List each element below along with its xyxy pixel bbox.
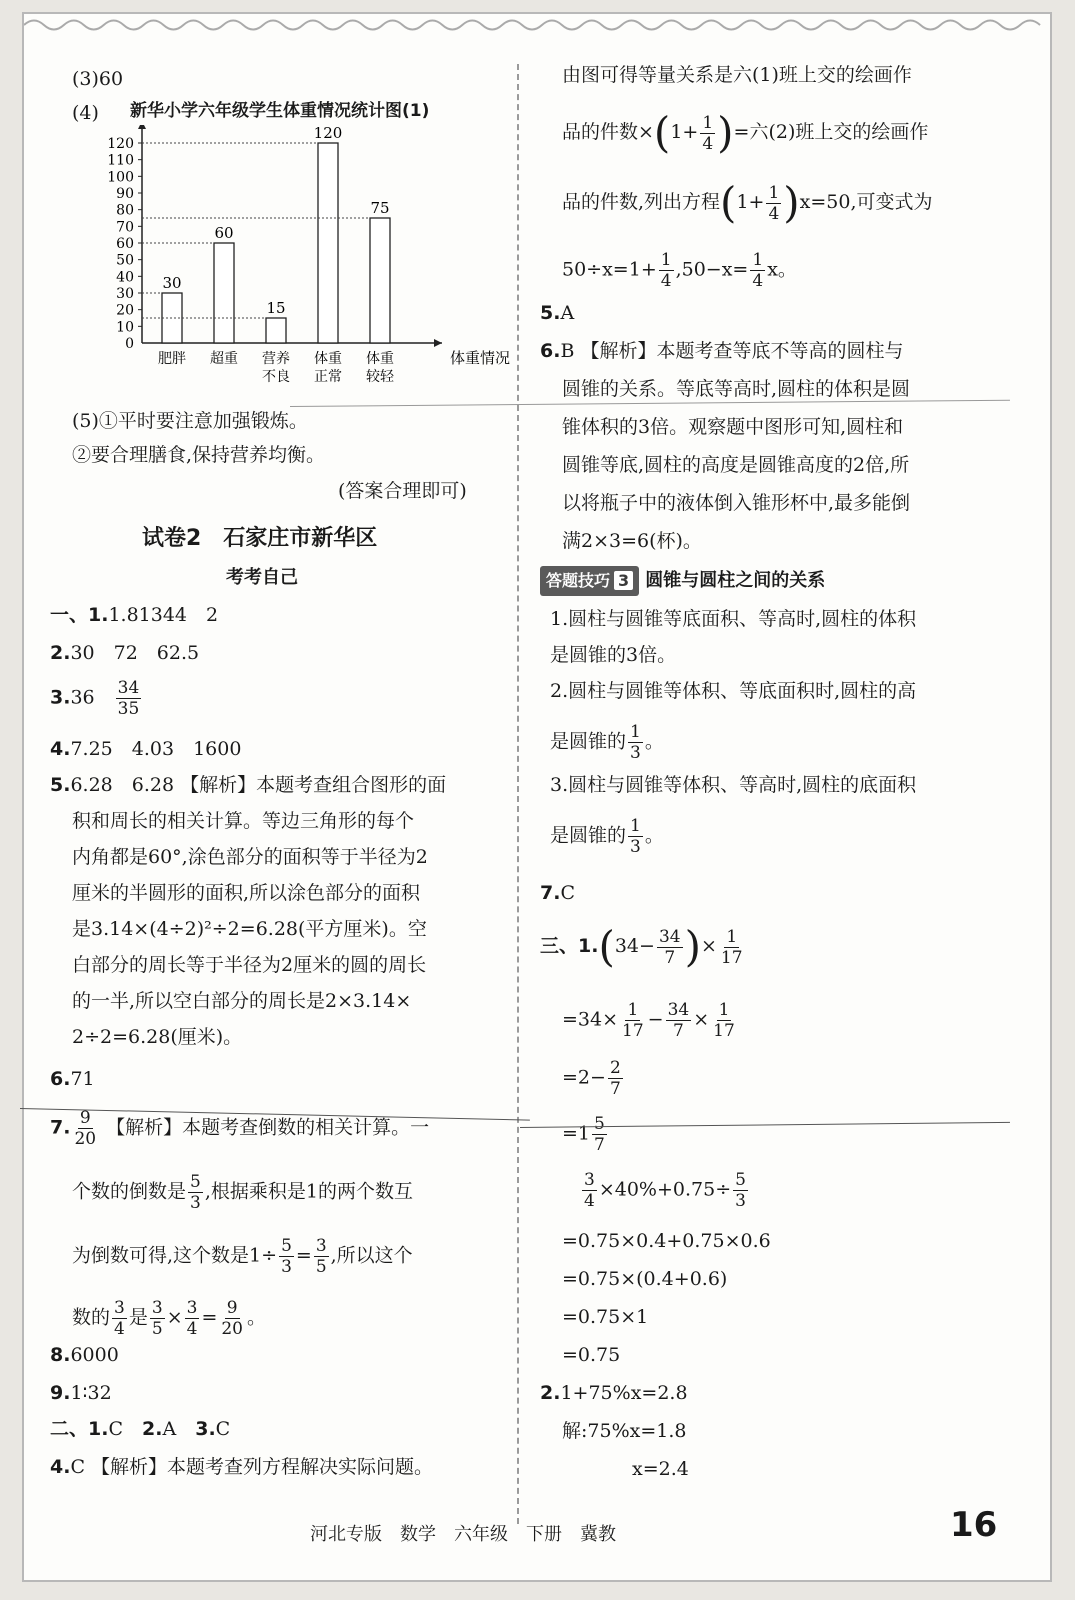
y-tick-label: 120 — [107, 136, 134, 152]
tip2-frac: $\frac{1}{3}$ — [630, 722, 641, 763]
r-q6-line6: 满2×3=6(杯)。 — [562, 530, 702, 552]
page-number: 16 — [950, 1505, 998, 1545]
a2-label: 2. — [50, 642, 71, 664]
tip1-line1: 1.圆柱与圆锥等底面积、等高时,圆柱的体积 — [550, 608, 917, 630]
r-line4b: ,50−x= — [675, 258, 749, 281]
r-q6-line4: 圆锥等底,圆柱的高度是圆锥高度的2倍,所 — [562, 454, 910, 476]
footer-text: 河北专版 数学 六年级 下册 冀教 — [310, 1524, 616, 1545]
a5-line5: 是3.14×(4÷2)²÷2=6.28(平方厘米)。空 — [72, 918, 427, 940]
a5-line1: 6.28 6.28 【解析】本题考查组合图形的面 — [70, 774, 447, 796]
a7-frac-5-3: $\frac{5}{3}$ — [190, 1172, 201, 1213]
a2-answer: 30 72 62.5 — [70, 642, 200, 664]
category-label: 正常 — [314, 369, 342, 385]
a5-line8: 2÷2=6.28(厘米)。 — [72, 1026, 243, 1048]
decorative-wave-border — [24, 14, 1050, 36]
bar-value-label: 30 — [162, 274, 182, 292]
a7-line4e: 。 — [247, 1306, 267, 1329]
a3-fraction: $\frac{34}{35}$ — [117, 678, 140, 719]
a3-answer: 36 — [70, 686, 95, 709]
paren-close: ) — [717, 108, 734, 157]
x-axis-arrow — [434, 339, 442, 347]
a1-label: 一、1. — [50, 604, 109, 626]
b2-label: 2. — [142, 1418, 163, 1440]
r-line4a: 50÷x=1+ — [562, 258, 657, 281]
a1-answer: 1.81344 2 — [108, 604, 219, 626]
r-frac-1-4d: $\frac{1}{4}$ — [752, 250, 764, 291]
y-tick-label: 90 — [116, 186, 134, 202]
a5-line2: 积和周长的相关计算。等边三角形的每个 — [72, 810, 415, 832]
b4-answer: C 【解析】本题考查列方程解决实际问题。 — [70, 1456, 434, 1478]
a5-line3: 内角都是60°,涂色部分的面积等于半径为2 — [72, 846, 428, 868]
y-tick-label: 40 — [116, 269, 134, 286]
c1-frac-1-17: $\frac{1}{17}$ — [720, 926, 743, 968]
tip3-frac: $\frac{1}{3}$ — [630, 816, 641, 857]
a7-frac-3-5: $\frac{3}{5}$ — [315, 1236, 327, 1277]
y-tick-label: 100 — [107, 169, 134, 186]
r-line2c: =六(2)班上交的绘画作 — [733, 121, 929, 143]
category-label: 不良 — [262, 369, 290, 385]
y-tick-label: 0 — [125, 336, 134, 352]
answer-q3: (3)60 — [72, 68, 124, 90]
a9-answer: 1∶32 — [70, 1382, 112, 1404]
answer-note: (答案合理即可) — [338, 480, 467, 502]
a7-line1: 【解析】本题考查倒数的相关计算。一 — [106, 1116, 430, 1139]
r-q7-answer: C — [560, 882, 575, 904]
bar — [214, 243, 234, 343]
bar — [266, 318, 286, 343]
y-axis-arrow — [138, 125, 146, 129]
b4-label: 4. — [50, 1456, 71, 1478]
tip-title: 圆锥与圆柱之间的关系 — [645, 570, 826, 591]
a7-fraction: $\frac{9}{20}$ — [74, 1108, 97, 1149]
r-q5-label: 5. — [540, 302, 561, 324]
b1-answer: C — [108, 1418, 123, 1440]
a4-label: 4. — [50, 738, 71, 760]
answer-q4-label: (4) — [72, 102, 99, 124]
tip2-line2: 是圆锥的 — [550, 730, 627, 753]
section-subtitle: 考考自己 — [226, 567, 298, 588]
b3-label: 3. — [195, 1418, 216, 1440]
category-label: 体重 — [366, 351, 394, 367]
column-divider — [517, 64, 519, 1524]
y-tick-label: 50 — [116, 252, 134, 269]
answer-q5-2: ②要合理膳食,保持营养均衡。 — [72, 444, 326, 466]
a7-line4c: × — [166, 1306, 183, 1329]
c2-step3: =0.75×1 — [562, 1306, 649, 1328]
a6-label: 6. — [50, 1068, 71, 1090]
paren-open: ( — [653, 108, 671, 157]
category-label: 超重 — [210, 351, 238, 367]
a8-answer: 6000 — [70, 1344, 119, 1366]
c1-step1c: × — [693, 1008, 710, 1031]
c2-step2: =0.75×(0.4+0.6) — [562, 1268, 728, 1290]
c1-paren-open: ( — [598, 922, 615, 971]
r-q6-line5: 以将瓶子中的液体倒入锥形杯中,最多能倒 — [562, 492, 911, 514]
tip2-period: 。 — [644, 730, 664, 753]
answer-q5-1: (5)①平时要注意加强锻炼。 — [72, 410, 308, 432]
paren-open-2: ( — [720, 178, 737, 227]
a7-line4b: 是 — [128, 1306, 148, 1329]
c1-frac-34-7: $\frac{34}{7}$ — [658, 926, 681, 968]
r-q6-line2: 圆锥的关系。等底等高时,圆柱的体积是圆 — [562, 378, 911, 400]
chart-title-text: 新华小学六年级学生体重情况统计图(1) — [130, 101, 430, 121]
b-label: 二、1. — [50, 1418, 109, 1440]
r-q6-label: 6. — [540, 340, 561, 362]
a5-line4: 厘米的半圆形的面积,所以涂色部分的面积 — [72, 882, 421, 904]
y-tick-label: 10 — [116, 319, 134, 336]
a5-line7: 的一半,所以空白部分的周长是2×3.14× — [72, 990, 412, 1012]
a7-frac-3-4b: $\frac{3}{4}$ — [186, 1298, 198, 1339]
c1-b: × — [700, 935, 717, 957]
weight-bar-chart — [90, 125, 510, 395]
y-tick-label: 30 — [116, 286, 134, 302]
y-tick-label: 80 — [116, 202, 134, 219]
c1-s1-frac1: $\frac{1}{17}$ — [622, 1000, 644, 1041]
d-step2: x=2.4 — [632, 1458, 689, 1480]
c2-step1: =0.75×0.4+0.75×0.6 — [562, 1230, 771, 1252]
c1-s2-frac: $\frac{2}{7}$ — [609, 1058, 621, 1099]
d-equation: 1+75%x=2.8 — [560, 1382, 688, 1404]
r-frac-1-4c: $\frac{1}{4}$ — [660, 250, 672, 291]
bar-value-label: 60 — [214, 224, 234, 242]
c2-step4: =0.75 — [562, 1344, 621, 1366]
r-line4c: x。 — [767, 258, 797, 281]
bar-value-label: 15 — [266, 299, 286, 317]
tip3-period: 。 — [644, 824, 664, 847]
a8-label: 8. — [50, 1344, 71, 1366]
c1-step2: =2− — [562, 1066, 606, 1089]
tip2-line1: 2.圆柱与圆锥等体积、等底面积时,圆柱的高 — [550, 680, 917, 702]
a7-line3a: 为倒数可得,这个数是1÷ — [72, 1244, 278, 1267]
c1-a: 34− — [614, 935, 655, 957]
category-label: 肥胖 — [158, 351, 186, 367]
b2-answer: A — [162, 1418, 177, 1440]
c1-s1-frac3: $\frac{1}{17}$ — [713, 1000, 735, 1041]
a7-line2b: ,根据乘积是1的两个数互 — [204, 1180, 413, 1203]
y-tick-label: 70 — [116, 219, 134, 236]
a7-line2a: 个数的倒数是 — [72, 1180, 187, 1203]
a7-frac-3-5b: $\frac{3}{5}$ — [151, 1298, 163, 1339]
c1-step1a: =34× — [562, 1008, 619, 1031]
r-line2a: 品的件数× — [562, 121, 654, 143]
tip3-line1: 3.圆柱与圆锥等体积、等高时,圆柱的底面积 — [550, 774, 917, 796]
category-label: 较轻 — [366, 369, 394, 385]
a7-label: 7. — [50, 1116, 71, 1139]
c1-paren-close: ) — [684, 922, 701, 971]
c1-s1-frac2: $\frac{34}{7}$ — [667, 1000, 690, 1041]
r-line3a: 品的件数,列出方程 — [562, 191, 721, 213]
c1-step1b: − — [647, 1008, 664, 1031]
bar — [318, 143, 338, 343]
y-tick-label: 110 — [107, 152, 134, 169]
a3-label: 3. — [50, 686, 71, 709]
bar-value-label: 120 — [313, 125, 343, 142]
c-label: 三、1. — [540, 935, 599, 957]
r-line1: 由图可得等量关系是六(1)班上交的绘画作 — [562, 64, 912, 86]
a7-line3b: = — [295, 1244, 312, 1267]
r-q7-label: 7. — [540, 882, 561, 904]
bar-value-label: 75 — [370, 199, 390, 217]
a5-line6: 白部分的周长等于半径为2厘米的圆的周长 — [72, 954, 427, 976]
tip1-line2: 是圆锥的3倍。 — [550, 644, 677, 666]
y-tick-label: 20 — [116, 302, 134, 319]
c1-step3: =1 — [562, 1122, 591, 1145]
c1-s3-frac: $\frac{5}{7}$ — [594, 1114, 605, 1155]
a4-answer: 7.25 4.03 1600 — [70, 738, 242, 760]
tip-tag: 答题技巧 3 — [540, 566, 639, 596]
a7-line4d: = — [201, 1306, 218, 1329]
a7-line4a: 数的 — [72, 1306, 111, 1329]
a7-frac-3-4: $\frac{3}{4}$ — [114, 1298, 125, 1339]
a5-label: 5. — [50, 774, 71, 796]
a7-frac-5-3b: $\frac{5}{3}$ — [281, 1236, 292, 1277]
d-label: 2. — [540, 1382, 561, 1404]
r-frac-1-4: $\frac{1}{4}$ — [702, 112, 714, 154]
c2-frac-3-4: $\frac{3}{4}$ — [584, 1170, 595, 1211]
category-label: 营养 — [262, 351, 290, 367]
r-q6-line3: 锥体积的3倍。观察题中图形可知,圆柱和 — [562, 416, 904, 438]
a6-answer: 71 — [70, 1068, 95, 1090]
a7-frac-9-20: $\frac{9}{20}$ — [221, 1298, 243, 1339]
a9-label: 9. — [50, 1382, 71, 1404]
y-tick-label: 60 — [116, 236, 134, 252]
c2-frac-5-3: $\frac{5}{3}$ — [735, 1170, 746, 1211]
r-line3c: x=50,可变式为 — [799, 191, 933, 213]
d-step1: 解:75%x=1.8 — [562, 1420, 687, 1442]
b3-answer: C — [215, 1418, 231, 1440]
a7-line3c: ,所以这个 — [330, 1244, 413, 1267]
r-q5-answer: A — [560, 302, 575, 324]
r-line2b: 1+ — [670, 121, 699, 143]
category-label: 体重 — [314, 351, 342, 367]
tip3-line2: 是圆锥的 — [550, 824, 627, 847]
c2-a: ×40%+0.75÷ — [598, 1178, 732, 1201]
section-title: 试卷2 石家庄市新华区 — [142, 526, 378, 551]
x-axis-label: 体重情况 — [450, 349, 510, 367]
r-q6-line1: B 【解析】本题考查等底不等高的圆柱与 — [560, 340, 904, 362]
bar — [370, 218, 390, 343]
paren-close-2: ) — [783, 178, 800, 227]
r-line3b: 1+ — [736, 191, 765, 213]
r-frac-1-4b: $\frac{1}{4}$ — [768, 182, 780, 224]
